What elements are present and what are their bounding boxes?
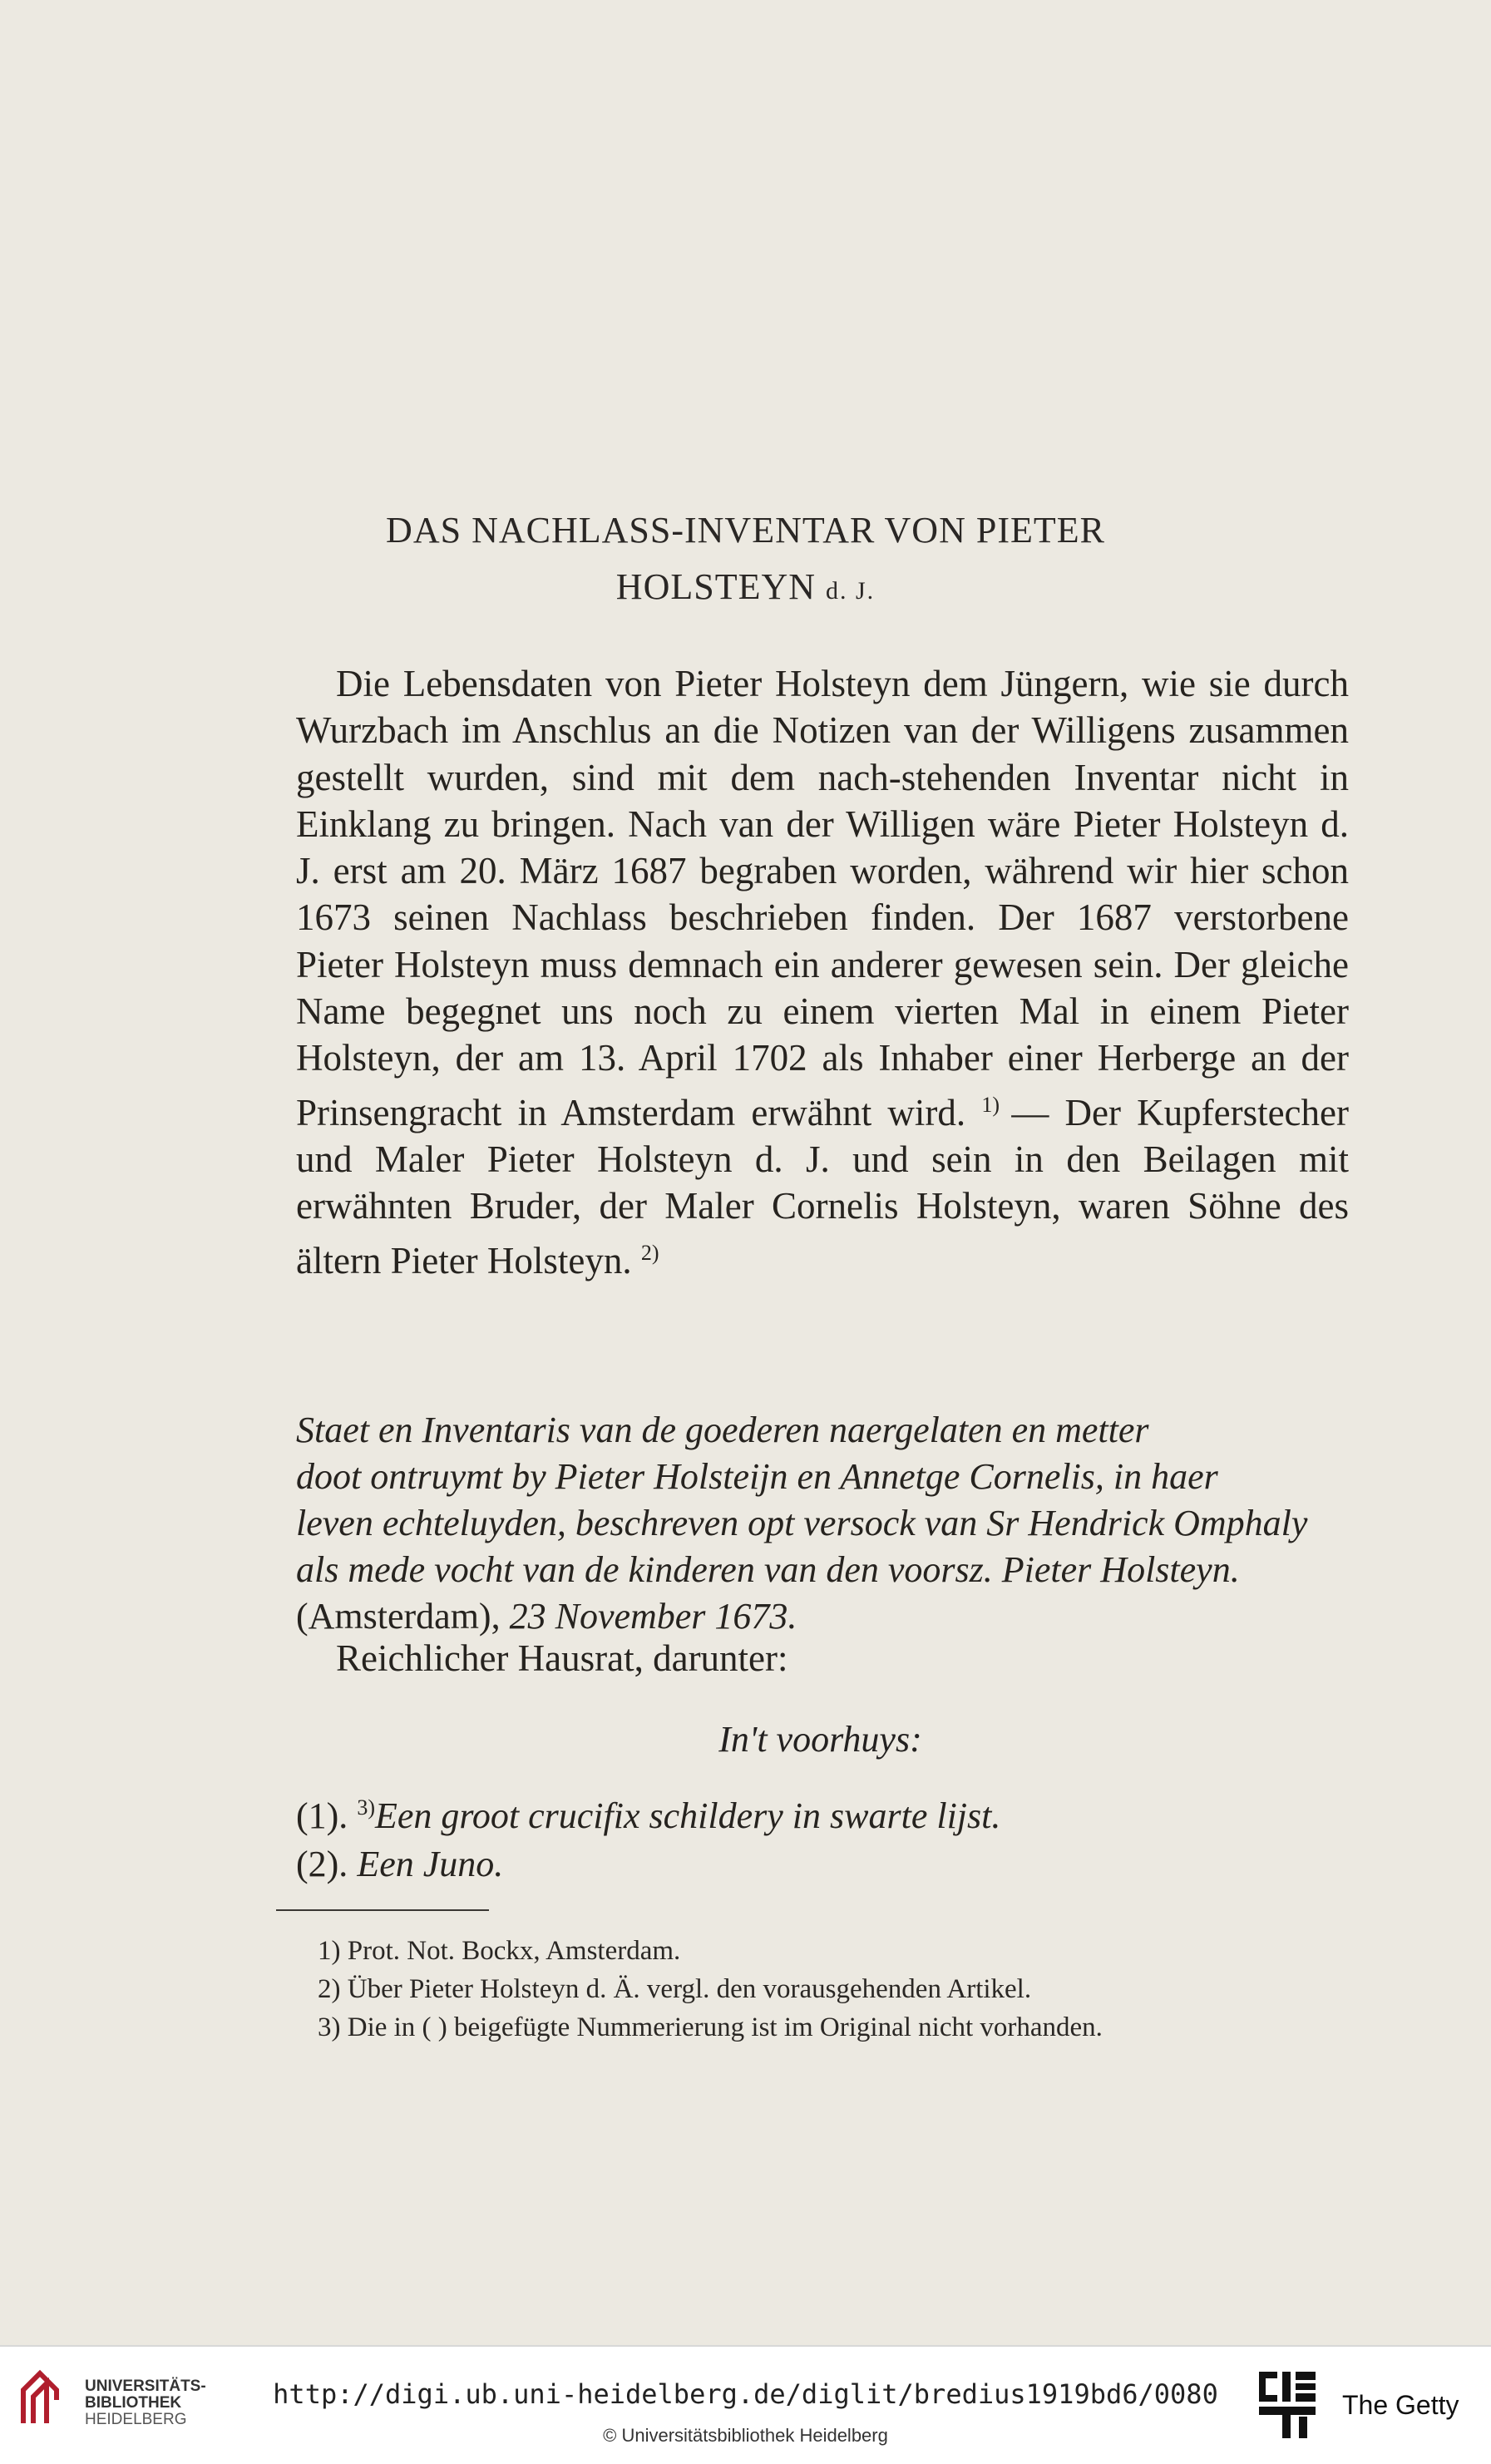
university-line-3: HEIDELBERG	[85, 2411, 187, 2428]
inventory-place: (Amsterdam),	[296, 1596, 510, 1637]
list-item	[296, 1843, 503, 1885]
permalink-url[interactable]: http://digi.ub.uni-heidelberg.de/diglit/bredius1919bd6/0080	[273, 2378, 1218, 2410]
inventory-heading-line-2: doot ontruymt by Pieter Holsteijn en Annetge Cornelis, in haer	[296, 1456, 1218, 1497]
footnote-2: 2) Über Pieter Holsteyn d. Ä. vergl. den vorausgehenden Artikel.	[318, 1974, 1032, 2004]
university-line-1: UNIVERSITÄTS-	[85, 2378, 206, 2395]
hausrat-line: Reichlicher Hausrat, darunter:	[336, 1637, 788, 1679]
footnote-ref-1: 1)	[981, 1092, 1012, 1117]
item-text: Een Juno.	[357, 1844, 504, 1884]
inventory-heading-line-1: Staet en Inventaris van de goederen naergelaten en metter	[296, 1410, 1149, 1450]
page-title-line-1: DAS NACHLASS-INVENTAR VON PIETER	[386, 510, 1105, 551]
inventory-place-date	[296, 1593, 1349, 1640]
item-text: Een groot crucifix schildery in swarte lijst.	[374, 1795, 1001, 1836]
title-suffix: d. J.	[826, 577, 876, 605]
inventory-heading-line-4: als mede vocht van de kinderen van den voorsz. Pieter Holsteyn.	[296, 1549, 1240, 1590]
partner-name[interactable]: The Getty	[1342, 2390, 1459, 2420]
item-number: (1).	[296, 1795, 348, 1836]
footnote-3: 3) Die in ( ) beigefügte Nummerierung ist im Original nicht vorhanden.	[318, 2012, 1103, 2042]
footnote-ref-2: 2)	[640, 1240, 659, 1265]
inventory-date: 23 November 1673.	[509, 1596, 797, 1637]
university-line-2: BIBLIOTHEK	[85, 2394, 182, 2412]
title-name: HOLSTEYN	[615, 566, 826, 607]
footnote-ref-3: 3)	[357, 1795, 375, 1820]
intro-text-continued: — Der Kupferstecher und Maler Pieter Holsteyn d. J. und sein in den Beilagen mit erwähnten Bruder, der Maler Cornelis Holsteyn, waren Söhne des ältern Pieter Holsteyn.	[296, 1091, 1349, 1281]
inventory-heading-line-3: leven echteluyden, beschreven opt versock van Sr Hendrick Omphaly	[296, 1503, 1308, 1543]
intro-text: Die Lebensdaten von Pieter Holsteyn dem Jüngern, wie sie durch Wurzbach im Anschlus an die Notizen van der Willigens zusammen gestellt wurden, sind mit dem nach-stehenden Inventar nicht in Einklang zu bringen. Nach van der Willigen wäre Pieter Holsteyn d. J. erst am 20. März 1687 begraben worden, während wir hier schon 1673 seinen Nachlass beschrieben finden. Der 1687 verstorbene Pieter Holsteyn muss demnach ein anderer gewesen sein. Der gleiche Name begegnet uns noch zu einem vierten Mal in einem Pieter Holsteyn, der am 13. April 1702 als Inhaber einer Herberge an der Prinsengracht in Amsterdam erwähnt wird.	[296, 663, 1349, 1133]
copyright-notice: © Universitätsbibliothek Heidelberg	[603, 2425, 888, 2446]
inventory-heading-paragraph	[296, 1407, 1349, 1640]
list-item	[296, 1795, 1000, 1837]
footnote-divider	[276, 1909, 489, 1911]
getty-logo-icon[interactable]	[1257, 2370, 1317, 2440]
item-number: (2).	[296, 1844, 348, 1884]
footnote-1: 1) Prot. Not. Bockx, Amsterdam.	[318, 1936, 681, 1966]
page-title-line-2	[0, 565, 1491, 608]
viewer-footer	[0, 2345, 1491, 2464]
section-heading: In't voorhuys:	[718, 1719, 922, 1760]
intro-paragraph	[296, 660, 1349, 1284]
